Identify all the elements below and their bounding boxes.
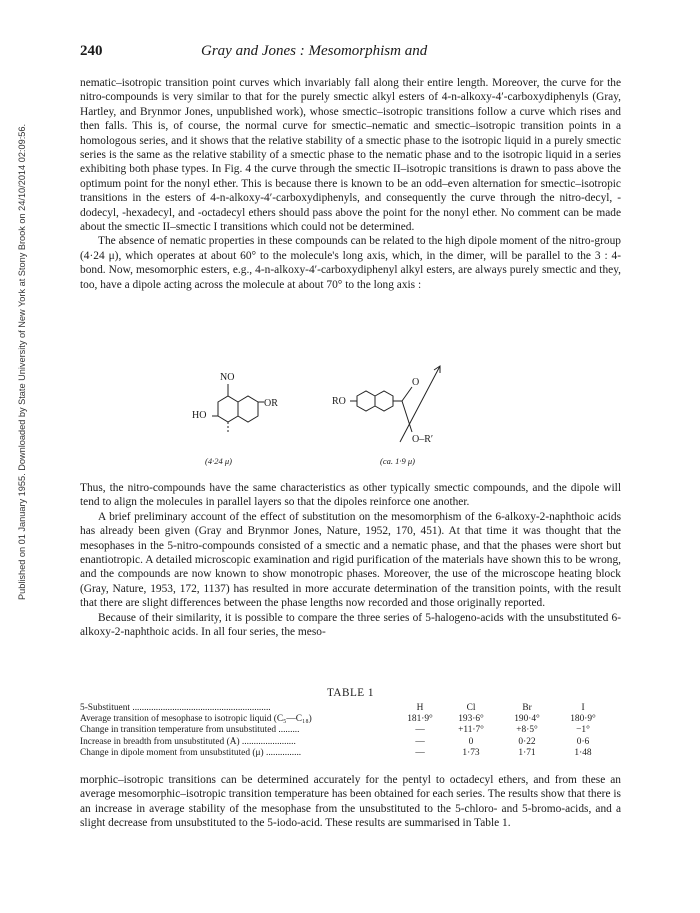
carbonyl-label: O (412, 377, 420, 388)
phenyl-ring-2 (375, 391, 393, 411)
paragraph: Thus, the nitro-compounds have the same characteristics as other typically smectic compounds, and the dipole will tend to align the molecules in parallel layers so that the dipoles reinforce one another. (80, 482, 621, 509)
alkoxy-label: RO (332, 396, 346, 407)
running-title: Gray and Jones : Mesomorphism and (201, 43, 428, 59)
data-table (80, 703, 621, 759)
figure-caption-right: (ca. 1·9 μ) (380, 456, 415, 466)
naphthalene-ring-right (238, 396, 258, 422)
table-title: TABLE 1 (326, 687, 375, 699)
cell: 0·6 (576, 736, 590, 747)
cell: I (581, 703, 585, 713)
naphthalene-ring-left (218, 396, 238, 422)
cell: 0·22 (518, 736, 536, 747)
page-number: 240 (80, 43, 103, 59)
page-header (80, 43, 620, 65)
paragraph: nematic–isotropic transition point curves which invariably fall along their entire length. Moreover, the curve for the nitro-compounds is very similar to that for the purely smectic alkyl esters of 4-n-alkoxy-4′-carboxydiphenyls (Gray, Hartley, and Brynmor Jones, unpublished work), whose smectic–isotropic transitions follow a curve which rises and then falls. This is, of course, the normal curve for smectic–nematic and smectic–isotropic transition points in a homologous series, and it shows that the relative stability of a smectic phase to the isotropic liquid in a purely smectic series is the same as the relative stability of a smectic phase to the nematic phase and to the isotropic liquid in a series exhibiting both phase types. In Fig. 4 the curve through the smectic II–isotropic transitions is drawn to pass above the optimum point for the nonyl ether. This is because there is known to be an odd–even alternation for smectic–isotropic transitions in the esters of 4-n-alkoxy-4′-carboxydiphenyls, and consequently the curve through the nitro-decyl, -dodecyl, -hexadecyl, and -octadecyl ethers should pass above the point for the nonyl ether. No comment can be made about the smectic II–smectic I transitions which could not be determined. (80, 77, 621, 234)
paragraph: A brief preliminary account of the effect of substitution on the mesomorphism of the 6-alkoxy-2-naphthoic acids has already been given (Gray and Brynmor Jones, Nature, 1952, 170, 451). At that time it was thought that the mesophases in the 5-nitro-compounds consisted of a smectic and a nematic phase, and that the phases were short but enantiotropic. A detailed microscopic examination and rigid purification of the materials have shown this to be wrong, and the compounds are now known to show monotropic phases. Moreover, the use of the microscope heating block (Gray, Nature, 1953, 172, 1137) has resulted in more accurate determination of the transition points, with the result that there are slight differences between the phase lengths now recorded and those originally reported. (80, 510, 621, 610)
carboxyl-label: HO (192, 410, 207, 421)
cell: +11·7° (458, 725, 484, 736)
body-text-top (80, 76, 621, 292)
paragraph: morphic–isotropic transitions can be determined accurately for the pentyl to octadecyl ethers, and from these an average mesomorphic–isotropic transition temperature has been obtained for each series. The results show that there is an increase in average stability of the mesophase from the unsubstituted to the 5-chloro- and 5-bromo-acids, and a slight decrease from unsubstituted to the 5-iodo-acid. These results are summarised in Table 1. (80, 774, 621, 830)
cell: H (416, 703, 424, 713)
row-label: Average transition of mesophase to isotropic liquid (C₅—C₁₈) (80, 714, 312, 725)
body-text-middle (80, 481, 621, 639)
cell: 1·73 (462, 747, 480, 758)
ester-oxygen-bond (402, 401, 412, 432)
cell: −1° (576, 725, 590, 736)
table-row (80, 703, 621, 714)
cell: — (415, 747, 425, 758)
table-row (80, 748, 621, 759)
figure-caption-left: (4·24 μ) (205, 456, 232, 466)
row-label: Change in dipole moment from unsubstituted (μ) ............... (80, 747, 302, 758)
cell: 180·9° (570, 714, 596, 725)
table-row (80, 714, 621, 725)
cell: +8·5° (516, 725, 538, 736)
row-label: 5-Substituent ........................................................... (80, 703, 271, 713)
download-notice: Published on 01 January 1955. Downloaded by State University of New York at Stony Brook on 24/10/2014 02:09:56. (17, 123, 27, 600)
cell: Br (522, 703, 532, 713)
dipole-structure-figure (150, 360, 550, 468)
paragraph: The absence of nematic properties in these compounds can be related to the high dipole moment of the nitro-group (4·24 μ), which operates at about 60° to the molecule's long axis, which, in the dimer, will be parallel to the 3 : 4-bond. Now, mesomorphic esters, e.g., 4-n-alkoxy-4′-carboxydiphenyl alkyl esters, are always purely smectic and they, too, have a dipole acting across the molecule at about 70° to the long axis : (80, 235, 621, 291)
phenyl-ring-1 (357, 391, 375, 411)
cell: 193·6° (458, 714, 484, 725)
structure-drawings (150, 360, 550, 468)
row-label: Change in transition temperature from unsubstituted ......... (80, 725, 300, 736)
table-row (80, 737, 621, 748)
cell: 0 (468, 736, 474, 747)
nitro-label: NO (220, 372, 235, 383)
alkoxy-label: OR (264, 398, 278, 409)
cell: 190·4° (514, 714, 540, 725)
ester-label: O–R′ (412, 434, 434, 445)
cell: 1·48 (574, 747, 592, 758)
cell: 1·71 (518, 747, 536, 758)
paragraph: Because of their similarity, it is possible to compare the three series of 5-halogeno-acids with the unsubstituted 6-alkoxy-2-naphthoic acids. In all four series, the meso- (80, 611, 621, 639)
dipole-arrow (400, 366, 440, 442)
row-label: Increase in breadth from unsubstituted (Å) ....................... (80, 736, 296, 747)
download-watermark (4, 60, 27, 620)
cell: — (415, 736, 425, 747)
cell: 181·9° (407, 714, 433, 725)
table-row (80, 725, 621, 736)
cell: Cl (466, 703, 476, 713)
body-text-bottom (80, 773, 621, 831)
carbonyl-bond (402, 387, 412, 401)
cell: — (415, 725, 425, 736)
